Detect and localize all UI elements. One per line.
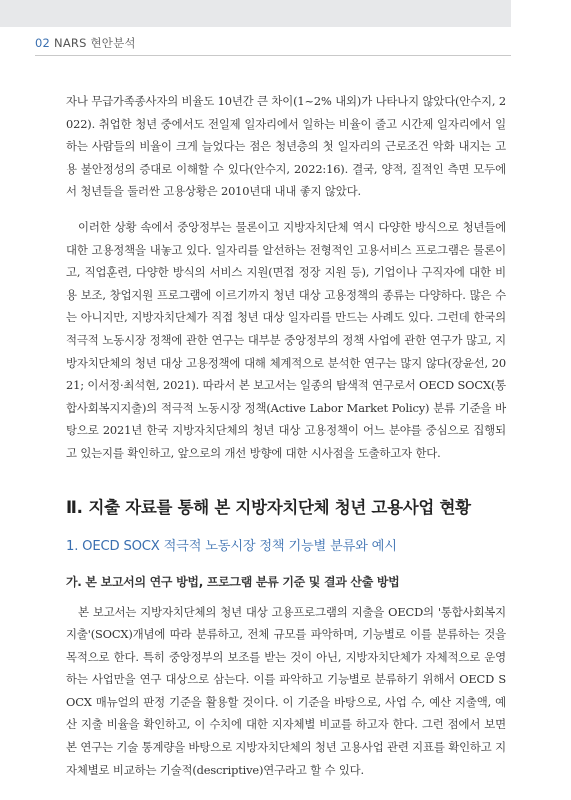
subsubsection-heading: 가. 본 보고서의 연구 방법, 프로그램 분류 기준 및 결과 산출 방법: [66, 574, 400, 589]
paragraph-continuation: 자나 무급가족종사자의 비율도 10년간 큰 차이(1~2% 내외)가 나타나지 않았다(안수지, 2022). 취업한 청년 중에서도 전일제 일자리에서 일하는 비율이 줄고 시간제 일자리에서 일하는 사람들의 비율이 크게 늘었다는 점은 청년층의 첫 일자리의 근로조건 악화 내지는 고용 불안정성의 증대로 이해할 수 있다(안수지, 2022:16). 결국, 양적, 질적인 측면 모두에서 청년들을 둘러싼 고용상황은 2010년대 내내 좋지 않았다.: [66, 94, 506, 199]
paragraph-methodology: 본 보고서는 지방자치단체의 청년 대상 고용프로그램의 지출을 OECD의 '통합사회복지지출'(SOCX)개념에 따라 분류하고, 전체 규모를 파악하며, 기능별로 이를 분류하는 것을 목적으로 한다. 특히 중앙정부의 보조를 받는 것이 아닌, 지방자치단체가 자체적으로 운영하는 사업만을 연구 대상으로 삼는다. 이를 파악하고 기능별로 분류하기 위해서 OECD SOCX 매뉴얼의 판정 기준을 활용할 것이다. 이 기준을 바탕으로, 사업 수, 예산 지출액, 예산 지출 비율을 확인하고, 이 수치에 대한 지자체별 비교를 하고자 한다. 그런 점에서 보면 본 연구는 기술 통계량을 바탕으로 지방자치단체의 청년 고용사업 관련 지표를 확인하고 지자체별로 비교하는 기술적(descriptive)연구라고 할 수 있다.: [66, 604, 506, 777]
section-numeral: Ⅱ.: [66, 497, 83, 517]
page-body: [66, 90, 506, 781]
running-header: [35, 35, 136, 51]
header-band: [0, 0, 511, 27]
series-title: NARS 현안분석: [54, 36, 136, 50]
page-number: 02: [35, 36, 51, 50]
header-divider: [35, 55, 511, 56]
subsection-heading: 1. OECD SOCX 적극적 노동시장 정책 기능별 분류와 예시: [66, 538, 397, 554]
section-heading: [66, 497, 506, 519]
paragraph-policy-context: 이러한 상황 속에서 중앙정부는 물론이고 지방자치단체 역시 다양한 방식으로 청년들에 대한 고용정책을 내놓고 있다. 일자리를 알선하는 전형적인 고용서비스 프로그램은 물론이고, 직업훈련, 다양한 방식의 서비스 지원(면접 정장 지원 등), 기업이나 구직자에 대한 비용 보조, 창업지원 프로그램에 이르기까지 청년 대상 고용정책의 종류는 다양하다. 많은 수는 아니지만, 지방자치단체가 직접 청년 대상 일자리를 만드는 사례도 있다. 그런데 한국의 적극적 노동시장 정책에 관한 연구는 대부분 중앙정부의 정책 사업에 관한 연구가 많고, 지방자치단체의 청년 대상 고용정책에 대해 체계적으로 분석한 연구는 많지 않다(장윤선, 2021; 이서정·최석현, 2021). 따라서 본 보고서는 일종의 탐색적 연구로서 OECD SOCX(통합사회복지지출)의 적극적 노동시장 정책(Active Labor Market Policy) 분류 기준을 바탕으로 2021년 한국 지방자치단체의 청년 대상 고용정책이 어느 분야를 중심으로 집행되고 있는지를 확인하고, 앞으로의 개선 방향에 대한 시사점을 도출하고자 한다.: [66, 219, 506, 460]
section-title: 지출 자료를 통해 본 지방자치단체 청년 고용사업 현황: [88, 497, 471, 517]
